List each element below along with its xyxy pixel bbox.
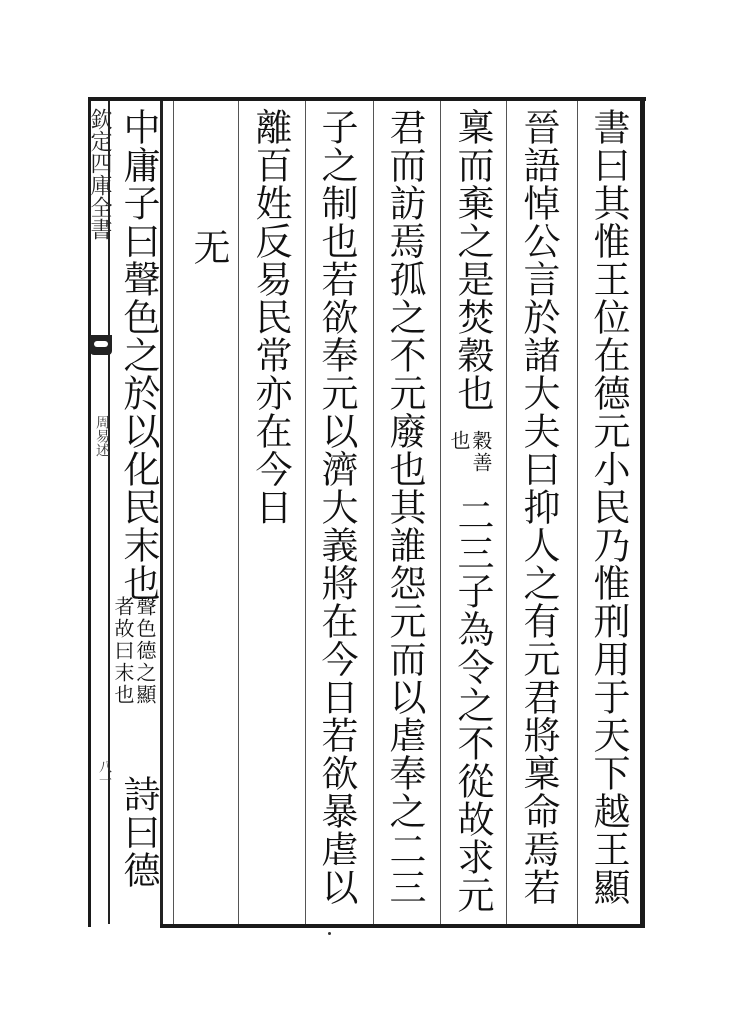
note-left-line: 也 bbox=[447, 430, 471, 452]
column-rule bbox=[305, 101, 306, 924]
frame-top-border bbox=[88, 97, 646, 101]
text-column-8-main-a: 中庸子曰聲色之於以化民末也 bbox=[117, 108, 160, 602]
text-column-4: 君而訪焉孤之不元廢也其誰怨元而以虐奉之二三 bbox=[383, 108, 426, 906]
text-column-3-main-b: 二三子為令之不從故求元 bbox=[451, 496, 494, 914]
text-column-8-main-b: 詩曰德 bbox=[117, 775, 160, 889]
ink-dot bbox=[328, 932, 331, 935]
column-rule bbox=[238, 101, 239, 924]
fold-outer-line bbox=[160, 101, 163, 924]
text-column-1: 書曰其惟王位在德元小民乃惟刑用于天下越王顯 bbox=[587, 108, 630, 906]
text-column-3-main-a: 稟而棄之是焚穀也 bbox=[451, 108, 494, 412]
fold-book-title: 欽定四庫全書 bbox=[87, 108, 112, 240]
note-right-line: 穀善 bbox=[469, 430, 493, 474]
section-heading: 无 bbox=[187, 228, 230, 266]
column-rule bbox=[506, 101, 507, 924]
text-column-8-note bbox=[112, 596, 156, 746]
frame-bottom-border bbox=[160, 924, 645, 928]
text-column-3-note bbox=[448, 430, 492, 490]
frame-right-border bbox=[640, 97, 645, 927]
column-rule bbox=[173, 101, 174, 924]
column-rule bbox=[440, 101, 441, 924]
fold-leaf-number: 八一 bbox=[96, 760, 111, 786]
column-rule bbox=[577, 101, 578, 924]
note-right-line: 聲色德之顯 bbox=[133, 596, 157, 706]
text-column-2: 晉語悼公言於諸大夫曰抑人之有元君將稟命焉若 bbox=[517, 108, 560, 906]
fold-chapter-name: 周易述 bbox=[94, 415, 110, 457]
note-left-line: 者故曰末也 bbox=[111, 596, 135, 706]
column-rule bbox=[373, 101, 374, 924]
fish-tail-mark-icon bbox=[90, 335, 112, 355]
text-column-5: 子之制也若欲奉元以濟大義將在今日若欲暴虐以 bbox=[315, 108, 358, 906]
text-column-6: 離百姓反易民常亦在今日 bbox=[249, 108, 292, 526]
